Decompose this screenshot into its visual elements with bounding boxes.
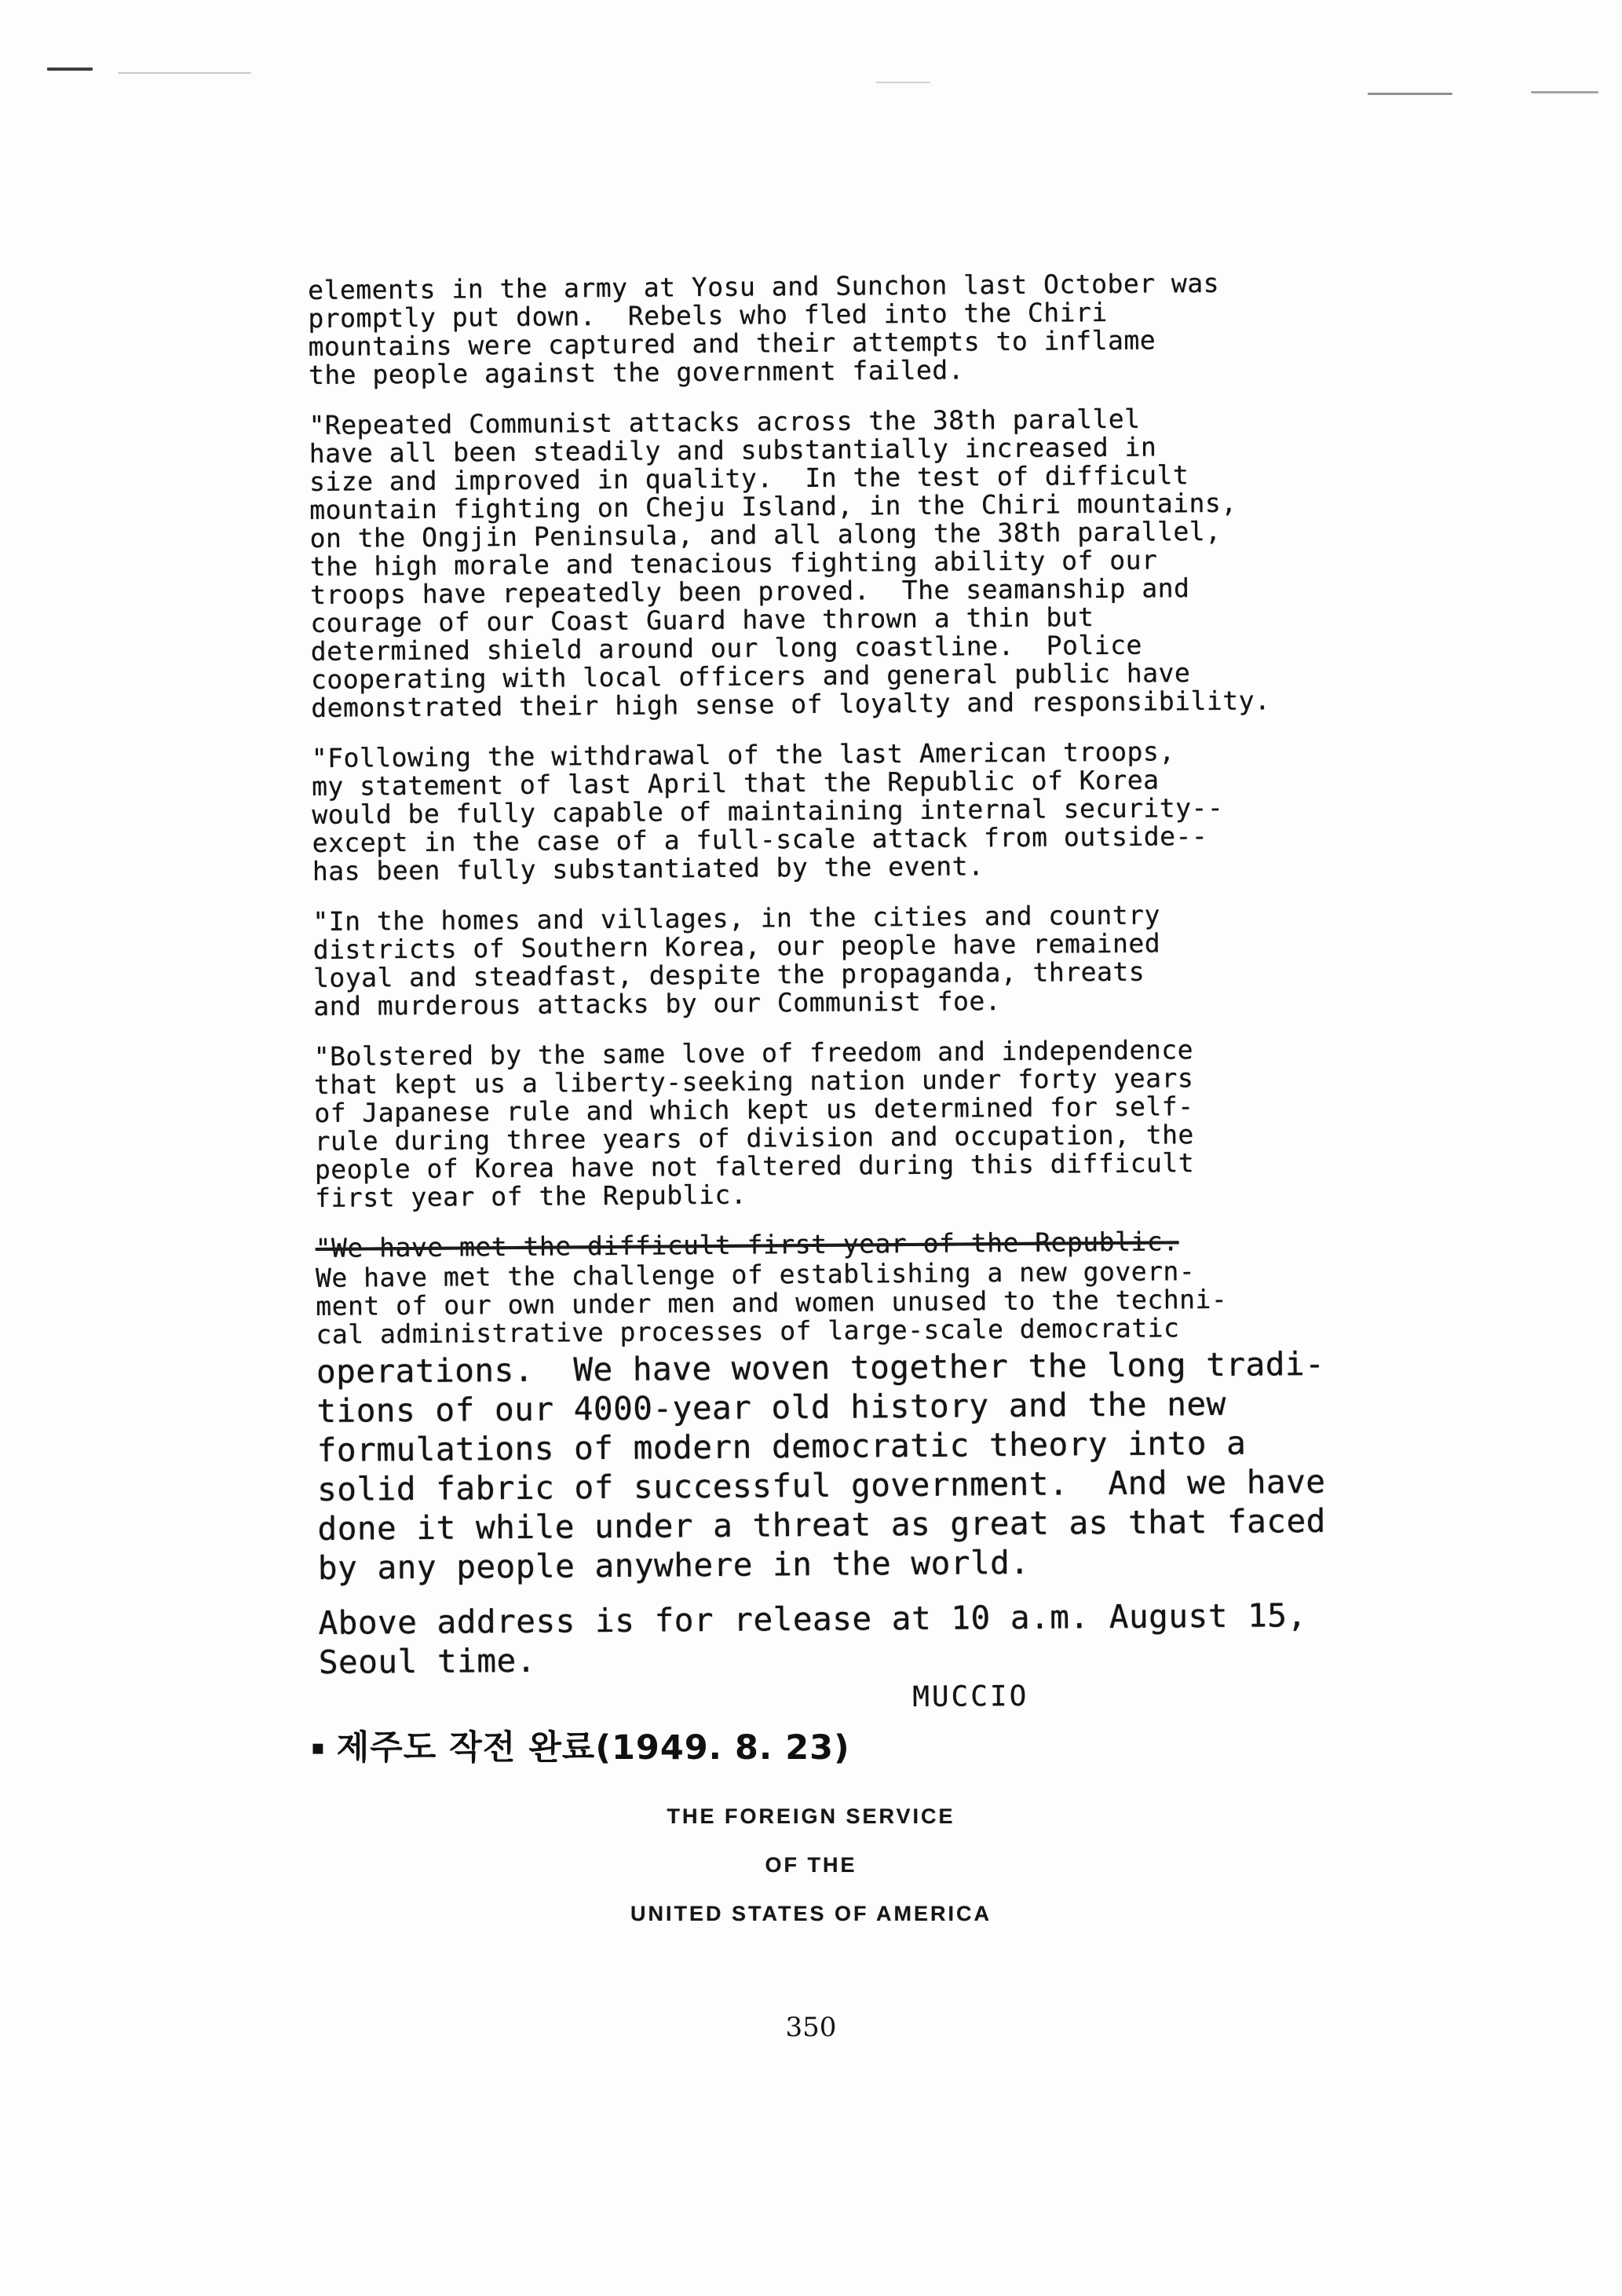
- footer-line: OF THE: [765, 1853, 857, 1877]
- letter-paragraph: "Bolstered by the same love of freedom and independence that kept us a liberty-seeking nation under forty years of Japanese rule and which kept us determined for self- rule during three years of division and occupation, the people of Korea have not faltered during this difficult first year of the Republic.: [313, 1034, 1195, 1213]
- scan-artifact: [1531, 91, 1598, 93]
- release-note: Above address is for release at 10 a.m. August 15, Seoul time.: [318, 1596, 1307, 1681]
- bullet-icon: ▪: [311, 1736, 326, 1760]
- letter-paragraph: "Repeated Communist attacks across the 38th parallel have all been steadily and substantially increased in size and improved in quality. In the test of difficult mountain fighting on Cheju Island, in the Chiri mountains, on the Ongjin Peninsula, and all along the 38th parallel, the high morale and tenacious fighting ability of our troops have repeatedly been proved. The seamanship and courage of our Coast Guard have thrown a thin but determined shield around our long coastline. Police cooperating with local officers and general public have demonstrated their high sense of loyalty and responsibility.: [309, 403, 1271, 723]
- page-number: 350: [785, 2012, 837, 2043]
- foreign-service-footer: [0, 1792, 1622, 1938]
- scan-artifact: [1368, 93, 1452, 95]
- footer-line: UNITED STATES OF AMERICA: [630, 1902, 992, 1925]
- letter-paragraph: elements in the army at Yosu and Sunchon last October was promptly put down. Rebels who fled into the Chiri mountains were captured and their attempts to inflame the people against the government failed.: [307, 267, 1220, 390]
- korean-annotation: [311, 1721, 850, 1769]
- typed-letter-body: [308, 268, 1441, 1717]
- letter-paragraph-large-type: operations. We have woven together the long tradi- tions of our 4000-year old history and the new formulations of modern democratic theory into a solid fabric of successful government. And we have done it while under a threat as great as that faced by any people anywhere in the world.: [316, 1344, 1327, 1587]
- letter-paragraph: "In the homes and villages, in the cities and country districts of Southern Korea, our people have remained loyal and steadfast, despite the propaganda, threats and murderous attacks by our Communist foe.: [312, 899, 1161, 1022]
- signature-muccio: MUCCIO: [912, 1680, 1029, 1714]
- scan-artifact: [118, 72, 251, 74]
- korean-annotation-text: 제주도 작전 완료(1949. 8. 23): [336, 1728, 850, 1768]
- letter-paragraph: "Following the withdrawal of the last American troops, my statement of last April that the Republic of Korea would be fully capable of maintaining internal security-- except in the case of a full-scale attack from outside-- has been fully substantiated by the event.: [311, 736, 1224, 887]
- letter-struck-line: "We have met the difficult first year of the Republic.: [315, 1226, 1179, 1263]
- letter-paragraph: We have met the challenge of establishing a new govern- ment of our own under men and women unused to the techni- cal administrative processes of large-scale democratic: [315, 1256, 1228, 1350]
- footer-line: THE FOREIGN SERVICE: [667, 1804, 955, 1828]
- scan-artifact: [47, 68, 93, 71]
- scan-artifact: [875, 82, 930, 83]
